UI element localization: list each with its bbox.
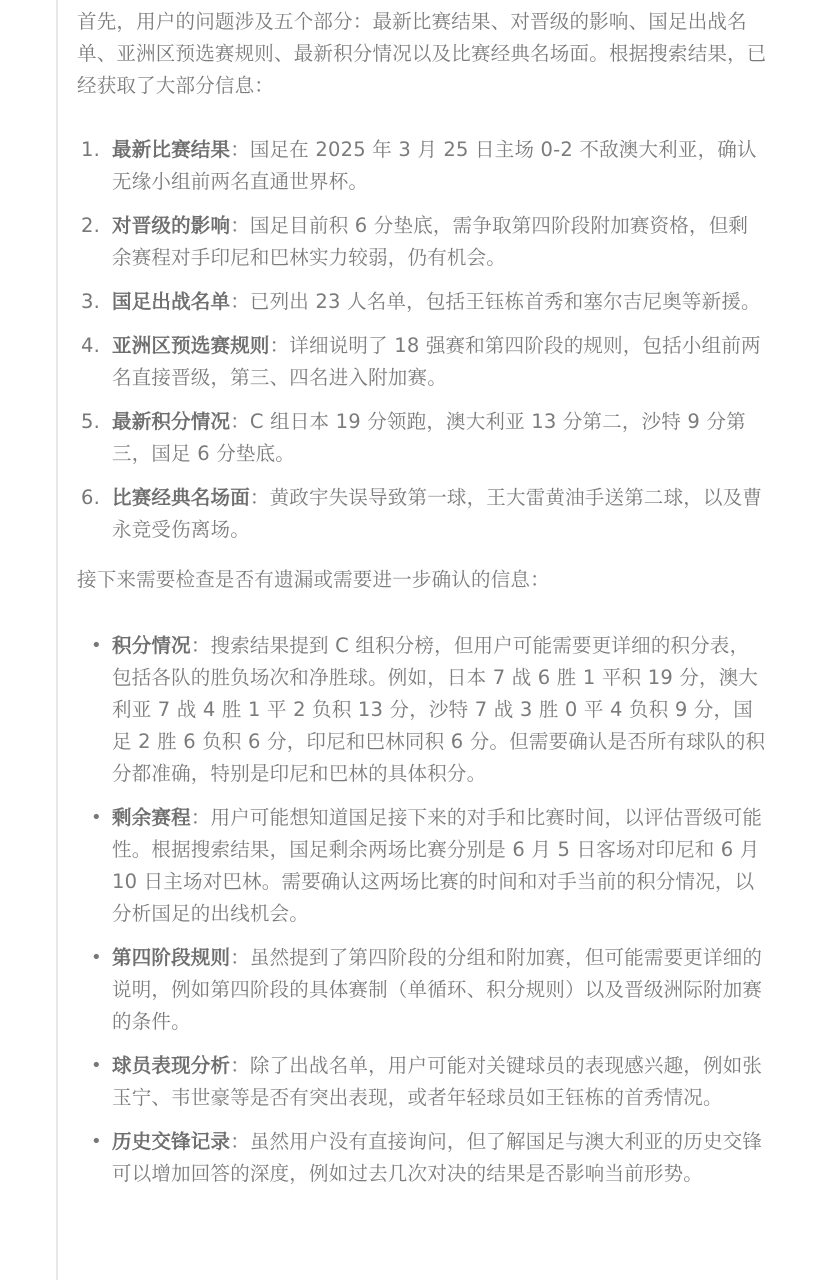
bullet-glyph: •	[91, 635, 102, 656]
bullet-text: ：搜索结果提到 C 组积分榜，但用户可能需要更详细的积分表，包括各队的胜负场次和净胜球。例如，日本 7 战 6 胜 1 平积 19 分，澳大利亚 7 战 4 胜 1 平 2 负积 13 分，沙特 7 战 3 胜 0 平 4 负积 9 分，国足 2 胜 6 负积 6 分，印尼和巴林同积 6 分。但需要确认是否所有球队的积分都准确，特别是印尼和巴林的具体积分。	[112, 634, 766, 785]
middle-paragraph: 接下来需要检查是否有遗漏或需要进一步确认的信息：	[77, 568, 550, 591]
bullet-glyph: •	[91, 1055, 102, 1076]
list-number: 1.	[81, 138, 101, 161]
list-term: 最新积分情况	[112, 410, 231, 433]
list-number: 3.	[81, 290, 101, 313]
thinking-block-rule	[56, 0, 58, 1280]
list-item	[77, 210, 767, 274]
intro-paragraph: 首先，用户的问题涉及五个部分：最新比赛结果、对晋级的影响、国足出战名单、亚洲区预选赛规则、最新积分情况以及比赛经典名场面。根据搜索结果，已经获取了大部分信息：	[77, 10, 767, 97]
bullet-item	[77, 802, 767, 930]
list-item	[77, 134, 767, 198]
bullet-term: 第四阶段规则	[112, 946, 231, 969]
list-number: 5.	[81, 410, 101, 433]
bullet-term: 历史交锋记录	[112, 1130, 231, 1153]
bullet-term: 剩余赛程	[112, 806, 191, 829]
list-text: ：国足在 2025 年 3 月 25 日主场 0-2 不敌澳大利亚，确认无缘小组前两名直通世界杯。	[112, 138, 757, 193]
bullet-item	[77, 1050, 767, 1114]
list-item	[77, 330, 767, 394]
list-item	[77, 406, 767, 470]
list-term: 亚洲区预选赛规则	[112, 334, 270, 357]
bullet-item	[77, 1126, 767, 1190]
list-number: 6.	[81, 486, 101, 509]
list-term: 对晋级的影响	[112, 214, 231, 237]
list-term: 国足出战名单	[112, 290, 231, 313]
bullet-item	[77, 942, 767, 1038]
list-text: ：已列出 23 人名单，包括王钰栋首秀和塞尔吉尼奥等新援。	[230, 290, 761, 313]
bullet-list	[77, 630, 767, 1190]
bullet-text: ：虽然提到了第四阶段的分组和附加赛，但可能需要更详细的说明，例如第四阶段的具体赛制（单循环、积分规则）以及晋级洲际附加赛的条件。	[112, 946, 763, 1033]
list-text: ：国足目前积 6 分垫底，需争取第四阶段附加赛资格，但剩余赛程对手印尼和巴林实力较弱，仍有机会。	[112, 214, 749, 269]
numbered-list	[77, 134, 767, 546]
list-term: 比赛经典名场面	[112, 486, 250, 509]
bullet-text: ：虽然用户没有直接询问，但了解国足与澳大利亚的历史交锋可以增加回答的深度，例如过去几次对决的结果是否影响当前形势。	[112, 1130, 763, 1185]
list-item	[77, 286, 767, 318]
bullet-term: 球员表现分析	[112, 1054, 231, 1077]
list-item	[77, 482, 767, 546]
list-text: ：详细说明了 18 强赛和第四阶段的规则，包括小组前两名直接晋级，第三、四名进入附加赛。	[112, 334, 761, 389]
bullet-text: ：用户可能想知道国足接下来的对手和比赛时间，以评估晋级可能性。根据搜索结果，国足剩余两场比赛分别是 6 月 5 日客场对印尼和 6 月 10 日主场对巴林。需要确认这两场比赛的时间和对手当前的积分情况，以分析国足的出线机会。	[112, 806, 763, 925]
bullet-term: 积分情况	[112, 634, 191, 657]
list-text: ：C 组日本 19 分领跑，澳大利亚 13 分第二，沙特 9 分第三，国足 6 分垫底。	[112, 410, 746, 465]
bullet-glyph: •	[91, 947, 102, 968]
bullet-item	[77, 630, 767, 790]
list-number: 2.	[81, 214, 101, 237]
list-text: ：黄政宇失误导致第一球，王大雷黄油手送第二球，以及曹永竞受伤离场。	[112, 486, 763, 541]
bullet-text: ：除了出战名单，用户可能对关键球员的表现感兴趣，例如张玉宁、韦世豪等是否有突出表现，或者年轻球员如王钰栋的首秀情况。	[112, 1054, 763, 1109]
bullet-glyph: •	[91, 807, 102, 828]
bullet-glyph: •	[91, 1131, 102, 1152]
thinking-content	[77, 6, 767, 1202]
list-term: 最新比赛结果	[112, 138, 231, 161]
list-number: 4.	[81, 334, 101, 357]
